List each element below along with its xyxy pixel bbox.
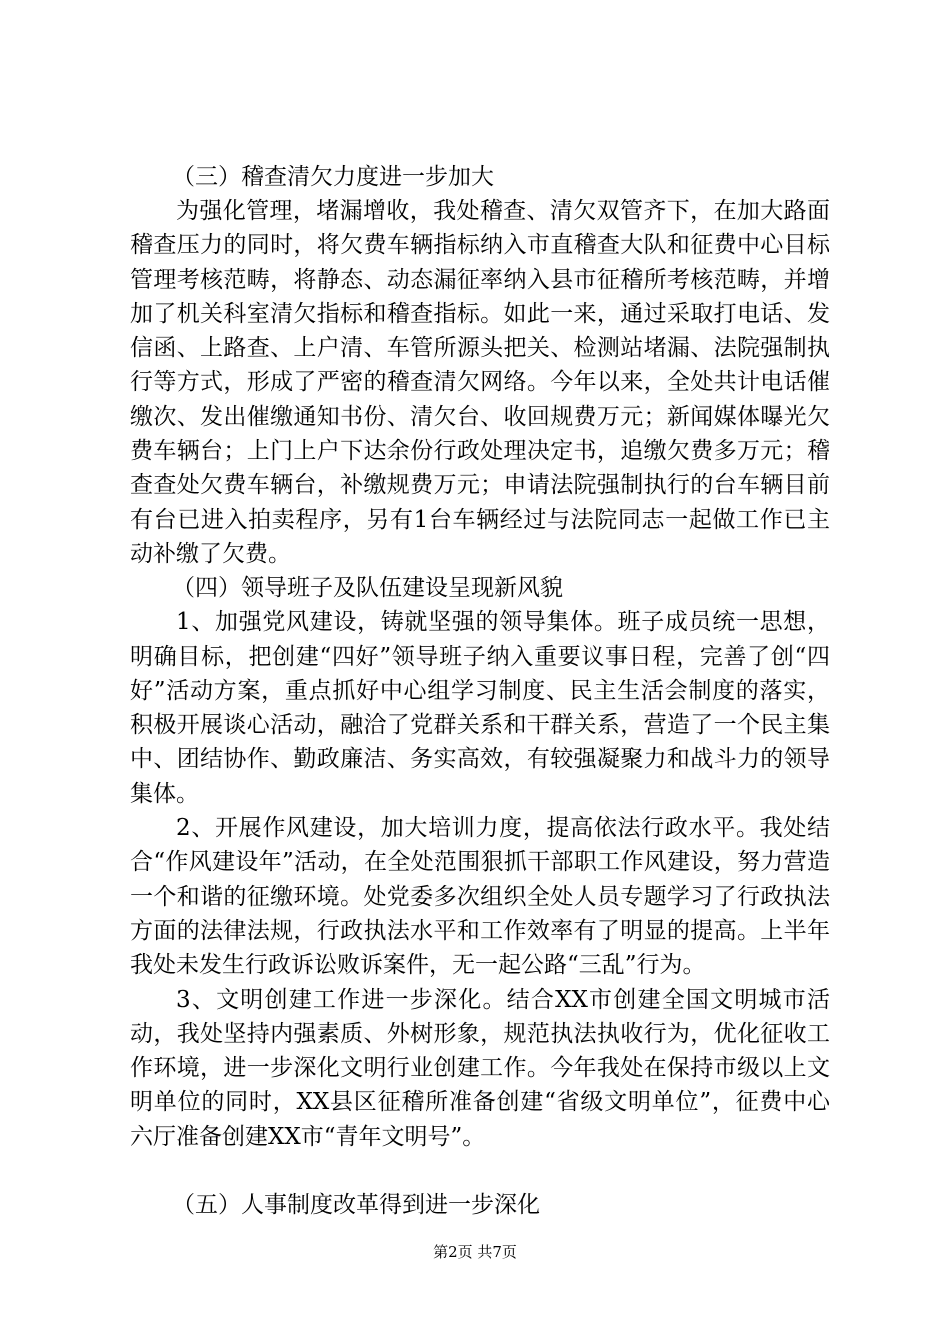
section-heading-4: （四）领导班子及队伍建设呈现新风貌 [172, 575, 563, 602]
section-heading-3: （三）稽查清欠力度进一步加大 [172, 164, 494, 190]
document-body [130, 160, 830, 1222]
section-heading-5: （五）人事制度改革得到进一步深化 [172, 1192, 540, 1219]
page-number-footer: 第2页 共7页 [433, 1243, 517, 1261]
paragraph-audit-arrears: 为强化管理，堵漏增收，我处稽查、清欠双管齐下，在加大路面稽查压力的同时，将欠费车辆指标纳入市直稽查大队和征费中心目标管理考核范畴，将静态、动态漏征率纳入县市征稽所考核范畴，并增加了机关科室清欠指标和稽查指标。如此一来，通过采取打电话、发信函、上路查、上户清、车管所源头把关、检测站堵漏、法院强制执行等方式，形成了严密的稽查清欠网络。今年以来，全处共计电话催缴次、发出催缴通知书份、清欠台、收回规费万元；新闻媒体曝光欠费车辆台；上门上户下达余份行政处理决定书，追缴欠费多万元；稽查查处欠费车辆台，补缴规费万元；申请法院强制执行的台车辆目前有台已进入拍卖程序，另有1台车辆经过与法院同志一起做工作已主动补缴了欠费。 [130, 198, 830, 567]
blank-line [130, 1154, 830, 1188]
paragraph-work-style: 2、开展作风建设，加大培训力度，提高依法行政水平。我处结合“作风建设年”活动，在全处范围狠抓干部职工作风建设，努力营造一个和谐的征缴环境。处党委多次组织全处人员专题学习了行政执法方面的法律法规，行政执法水平和工作效率有了明显的提高。上半年我处未发生行政诉讼败诉案件，无一起公路“三乱”行为。 [130, 815, 830, 979]
paragraph-civilization: 3、文明创建工作进一步深化。结合XX市创建全国文明城市活动，我处坚持内强素质、外树形象，规范执法执收行为，优化征收工作环境，进一步深化文明行业创建工作。今年我处在保持市级以上文明单位的同时，XX县区征稽所准备创建“省级文明单位”，征费中心六厅准备创建XX市“青年文明号”。 [130, 986, 830, 1150]
paragraph-party-building: 1、加强党风建设，铸就坚强的领导集体。班子成员统一思想，明确目标，把创建“四好”领导班子纳入重要议事日程，完善了创“四好”活动方案，重点抓好中心组学习制度、民主生活会制度的落实，积极开展谈心活动，融洽了党群关系和干群关系，营造了一个民主集中、团结协作、勤政廉洁、务实高效，有较强凝聚力和战斗力的领导集体。 [130, 609, 830, 807]
